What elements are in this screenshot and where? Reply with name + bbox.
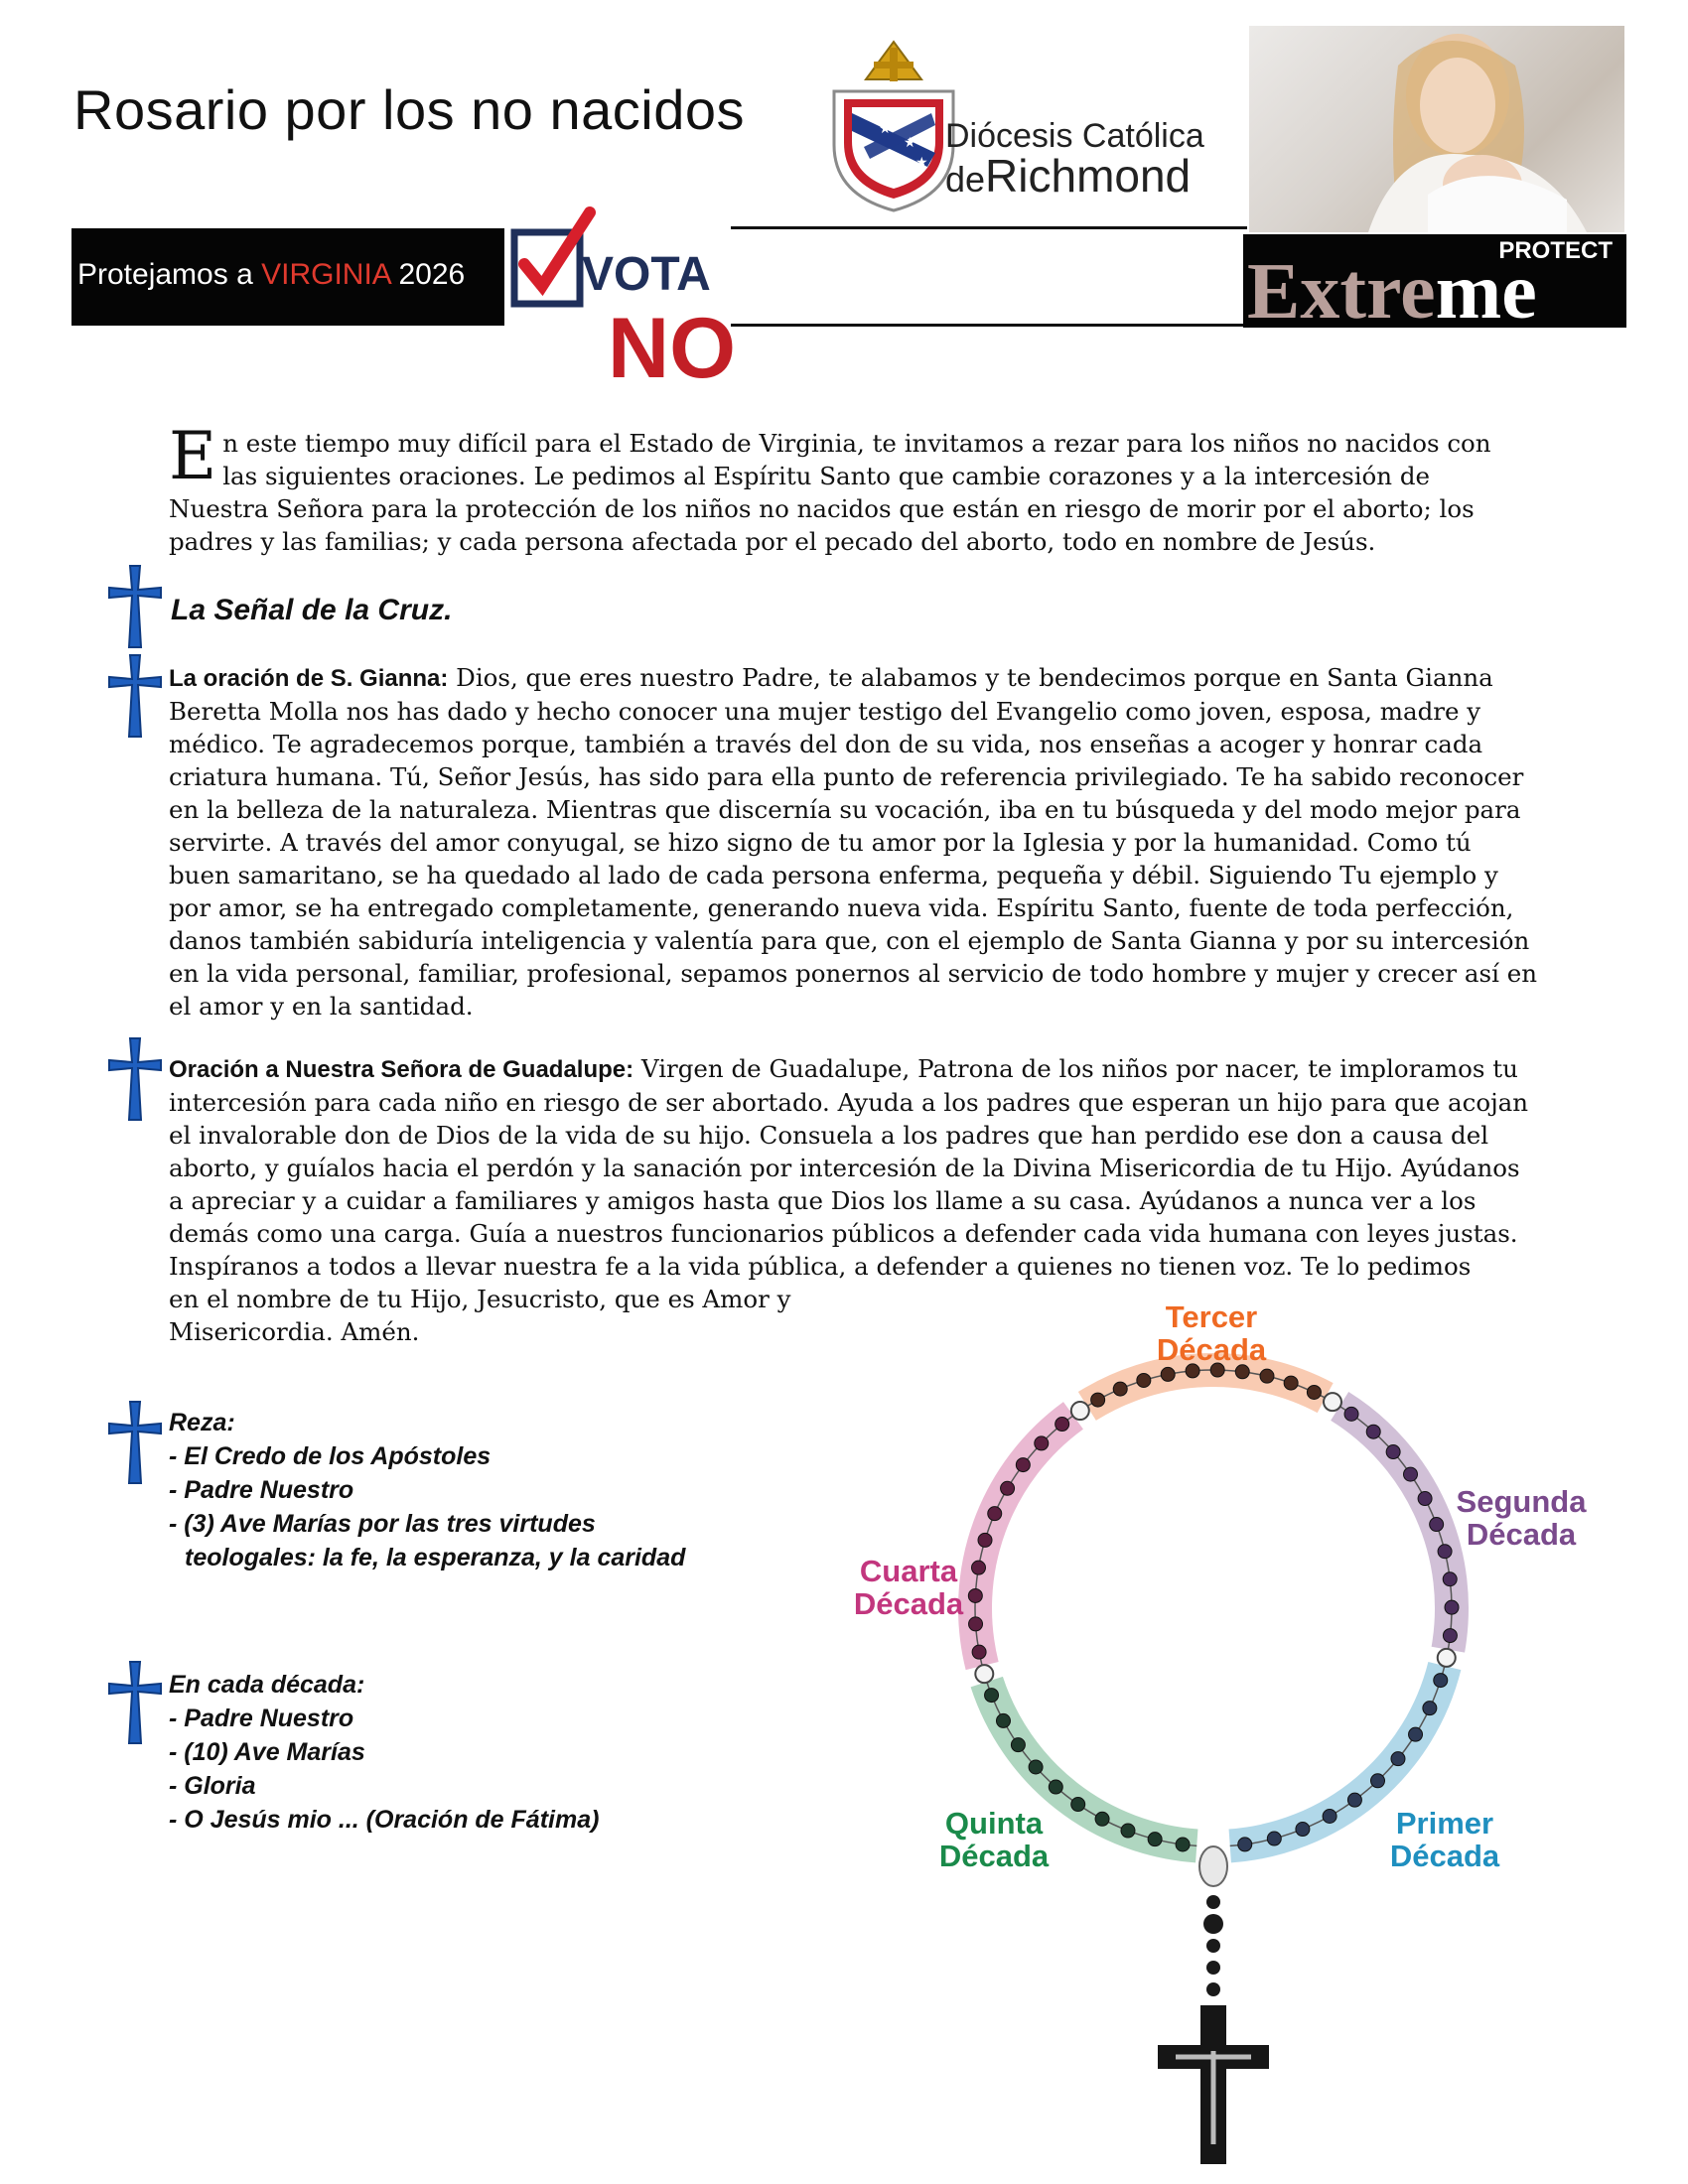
ave-bead [1445,1600,1459,1614]
decade-label-quinta [919,1807,1068,1872]
reza-title: Reza: [169,1409,235,1436]
ave-bead [972,1645,986,1659]
decade-label-line1: Quinta [944,1806,1044,1841]
intro-paragraph [169,418,1519,558]
gianna-title: La oración de S. Gianna: [169,665,449,692]
pendant-bead [1206,1961,1220,1975]
decade-label-segunda [1434,1485,1609,1551]
ave-bead [988,1507,1002,1521]
ave-bead [1071,1798,1085,1812]
reza-list [169,1406,685,1574]
intro-text: n este tiempo muy difícil para el Estado de Virginia, te invitamos a rezar para los niños no nacidos con las siguientes oraciones. Le pedimos al Espíritu Santo que cambie corazones y a la intercesión de Nuestra Señora para la protección de los niños no nacidos que están en riesgo de morir por el aborto; los padres y las familias; y cada persona afectada por el pecado del aborto, todo en nombre de Jesús. [169,429,1491,556]
padre-bead [975,1665,993,1683]
guadalupe-tail1: en el nombre de tu Hijo, Jesucristo, que es Amor y [169,1285,791,1313]
ave-bead [1091,1393,1105,1407]
rosary-diagram [834,1291,1618,2105]
banner-suffix: 2026 [390,258,466,291]
pendant-bead [1203,1914,1223,1934]
ave-bead [1391,1752,1405,1766]
decade-label-line1: Primer [1395,1806,1494,1841]
ave-bead [1284,1376,1298,1390]
guadalupe-title: Oración a Nuestra Señora de Guadalupe: [169,1056,634,1083]
ave-bead [985,1689,999,1703]
ave-bead [1161,1367,1175,1381]
list-item: teologales: la fe, la esperanza, y la caridad [185,1544,686,1571]
ave-bead [1260,1369,1274,1383]
ave-bead [1366,1425,1380,1438]
header-rule-bottom [731,324,1247,327]
photo-illustration [1249,26,1624,232]
extreme-part1: Extre [1247,248,1436,336]
cross-icon [105,1400,165,1485]
rosary-graphic [834,1291,1618,2105]
diocese-name: Richmond [985,150,1192,202]
ave-bead [1409,1727,1423,1741]
gianna-prayer [169,661,1539,1023]
protect-label: PROTECT [1498,237,1613,264]
intro-dropcap: E [169,418,217,494]
svg-text:Extreme [1247,248,1537,336]
protect-extreme-banner [1243,234,1626,336]
diocese-line2 [945,149,1191,203]
banner-prefix: Protejamos a [77,258,262,291]
ave-bead [1371,1774,1385,1788]
ave-bead [1148,1833,1162,1846]
ave-bead [1049,1780,1062,1794]
cross-icon [105,1660,165,1745]
ave-bead [1055,1418,1069,1432]
ave-bead [1016,1458,1030,1472]
banner-highlight: VIRGINIA [261,258,391,291]
senal-de-la-cruz: La Señal de la Cruz. [171,594,453,626]
list-item: - Gloria [169,1772,256,1800]
svg-text:★: ★ [879,121,892,137]
gianna-text: Dios, que eres nuestro Padre, te alabamos y te bendecimos porque en Santa Gianna Beretta Molla nos has dado y hecho conocer una mujer testigo del Evangelio como joven, esposa, madre y médico. Te agradecemos porque, también a través del don de su vida, nos enseñas a acoger y honrar cada criatura humana. Tú, Señor Jesús, has sido para ella punto de referencia privilegiado. Te ha sabido reconocer en la belleza de la naturaleza. Mientras que discernía su vocación, iba en tu búsqueda y del modo mejor para servirte. A través del amor conyugal, se hizo signo de tu amor por la Iglesia y por la humanidad. Como tú buen samaritano, se ha quedado al lado de cada persona enferma, pequeña y débil. Siguiendo Tu ejemplo y por amor, se ha entregado completamente, generando nueva vida. Espíritu Santo, fuente de toda perfección, danos también sabiduría inteligencia y valentía para que, con el ejemplo de Santa Gianna y por su intercesión en la vida personal, familiar, profesional, sepamos ponernos al servicio de todo hombre y mujer y crecer así en el amor y en la santidad. [169,663,1537,1021]
list-item: - Padre Nuestro [169,1476,354,1504]
extreme-part2: me [1435,248,1537,336]
decade-label-line1: Cuarta [859,1554,958,1588]
mother-child-photo [1249,26,1624,232]
decada-title: En cada década: [169,1671,365,1699]
decade-label-line2: Década [938,1839,1050,1873]
vota-word: VOTA [582,248,711,301]
no-word: NO [608,301,736,396]
guadalupe-tail2: Misericordia. Amén. [169,1317,420,1346]
ave-bead [1029,1760,1043,1774]
extreme-wordmark [1243,234,1626,336]
ave-bead [1423,1702,1437,1715]
ave-bead [1238,1838,1252,1851]
guadalupe-prayer [169,1052,1539,1283]
ave-bead [1307,1385,1321,1399]
cross-icon [105,1036,165,1122]
padre-bead [1071,1402,1089,1420]
ave-bead [1403,1467,1417,1481]
ave-bead [1296,1823,1310,1837]
decade-label-line1: Segunda [1456,1484,1587,1519]
decade-label-line2: Década [1156,1332,1267,1367]
page-title: Rosario por los no nacidos [73,78,746,141]
ave-bead [1434,1674,1448,1688]
ave-bead [1176,1838,1190,1851]
svg-text:★: ★ [904,135,916,151]
pendant-bead [1206,1895,1220,1909]
diocese-prefix: de [945,159,986,200]
ave-bead [1267,1832,1281,1845]
vota-no-logo [512,206,736,396]
decade-label-line2: Década [1466,1517,1577,1552]
list-item: - (10) Ave Marías [169,1738,365,1766]
decade-label-line2: Década [1389,1839,1500,1873]
list-item: - (3) Ave Marías por las tres virtudes [169,1510,596,1538]
ave-bead [1095,1812,1109,1826]
guadalupe-ending [169,1283,864,1348]
pendant-bead [1206,1939,1220,1953]
ave-bead [1113,1382,1127,1396]
list-item: - Padre Nuestro [169,1705,354,1732]
decade-label-tercer [1142,1300,1281,1366]
ave-bead [1386,1445,1400,1459]
decade-label-line1: Tercer [1165,1299,1258,1334]
ave-bead [1121,1824,1135,1838]
list-item: - El Credo de los Apóstoles [169,1442,492,1470]
decada-list [169,1668,599,1837]
ave-bead [1001,1481,1015,1495]
ave-bead [1443,1572,1457,1586]
ave-bead [1137,1373,1151,1387]
decade-label-line2: Década [853,1586,964,1621]
decade-label-cuarta [834,1555,983,1620]
guadalupe-text: Virgen de Guadalupe, Patrona de los niños por nacer, te imploramos tu intercesión para cada niño en riesgo de ser abortado. Ayuda a los padres que esperan un hijo para que acojan el invalorable don de Dios de la vida de su hijo. Consuela a los padres que han perdido ese don a causa del aborto, y guíalos hacia el perdón y la sanación por intercesión de la Divina Misericordia de tu Hijo. Ayúdanos a apreciar y a cuidar a familiares y amigos hasta que Dios los llame a su casa. Ayúdanos a nunca ver a los demás como una carga. Guía a nuestros funcionarios públicos a defender cada vida humana con leyes justas. Inspíranos a todos a llevar nuestra fe a la vida pública, a defender a quienes no tienen voz. Te lo pedimos [169,1054,1529,1281]
pendant-bead [1206,1982,1220,1996]
decade-label-primer [1370,1807,1519,1872]
ave-bead [978,1533,992,1547]
ave-bead [1035,1436,1049,1450]
cross-icon [105,564,165,649]
diocese-line1: Diócesis Católica [945,117,1204,155]
ave-bead [1344,1407,1358,1421]
svg-text:★: ★ [915,155,928,171]
header-rule-top [731,226,1247,229]
list-item: - O Jesús mio ... (Oración de Fátima) [169,1806,600,1834]
padre-bead [1324,1393,1341,1411]
ave-bead [1323,1810,1336,1824]
ave-bead [1418,1492,1432,1506]
ave-bead [1011,1738,1025,1752]
cross-icon [105,653,165,739]
padre-bead [1438,1649,1456,1667]
ave-bead [1443,1629,1457,1643]
ave-bead [996,1713,1010,1727]
ave-bead [1347,1793,1361,1807]
campaign-banner [71,228,504,326]
medal [1199,1846,1227,1886]
